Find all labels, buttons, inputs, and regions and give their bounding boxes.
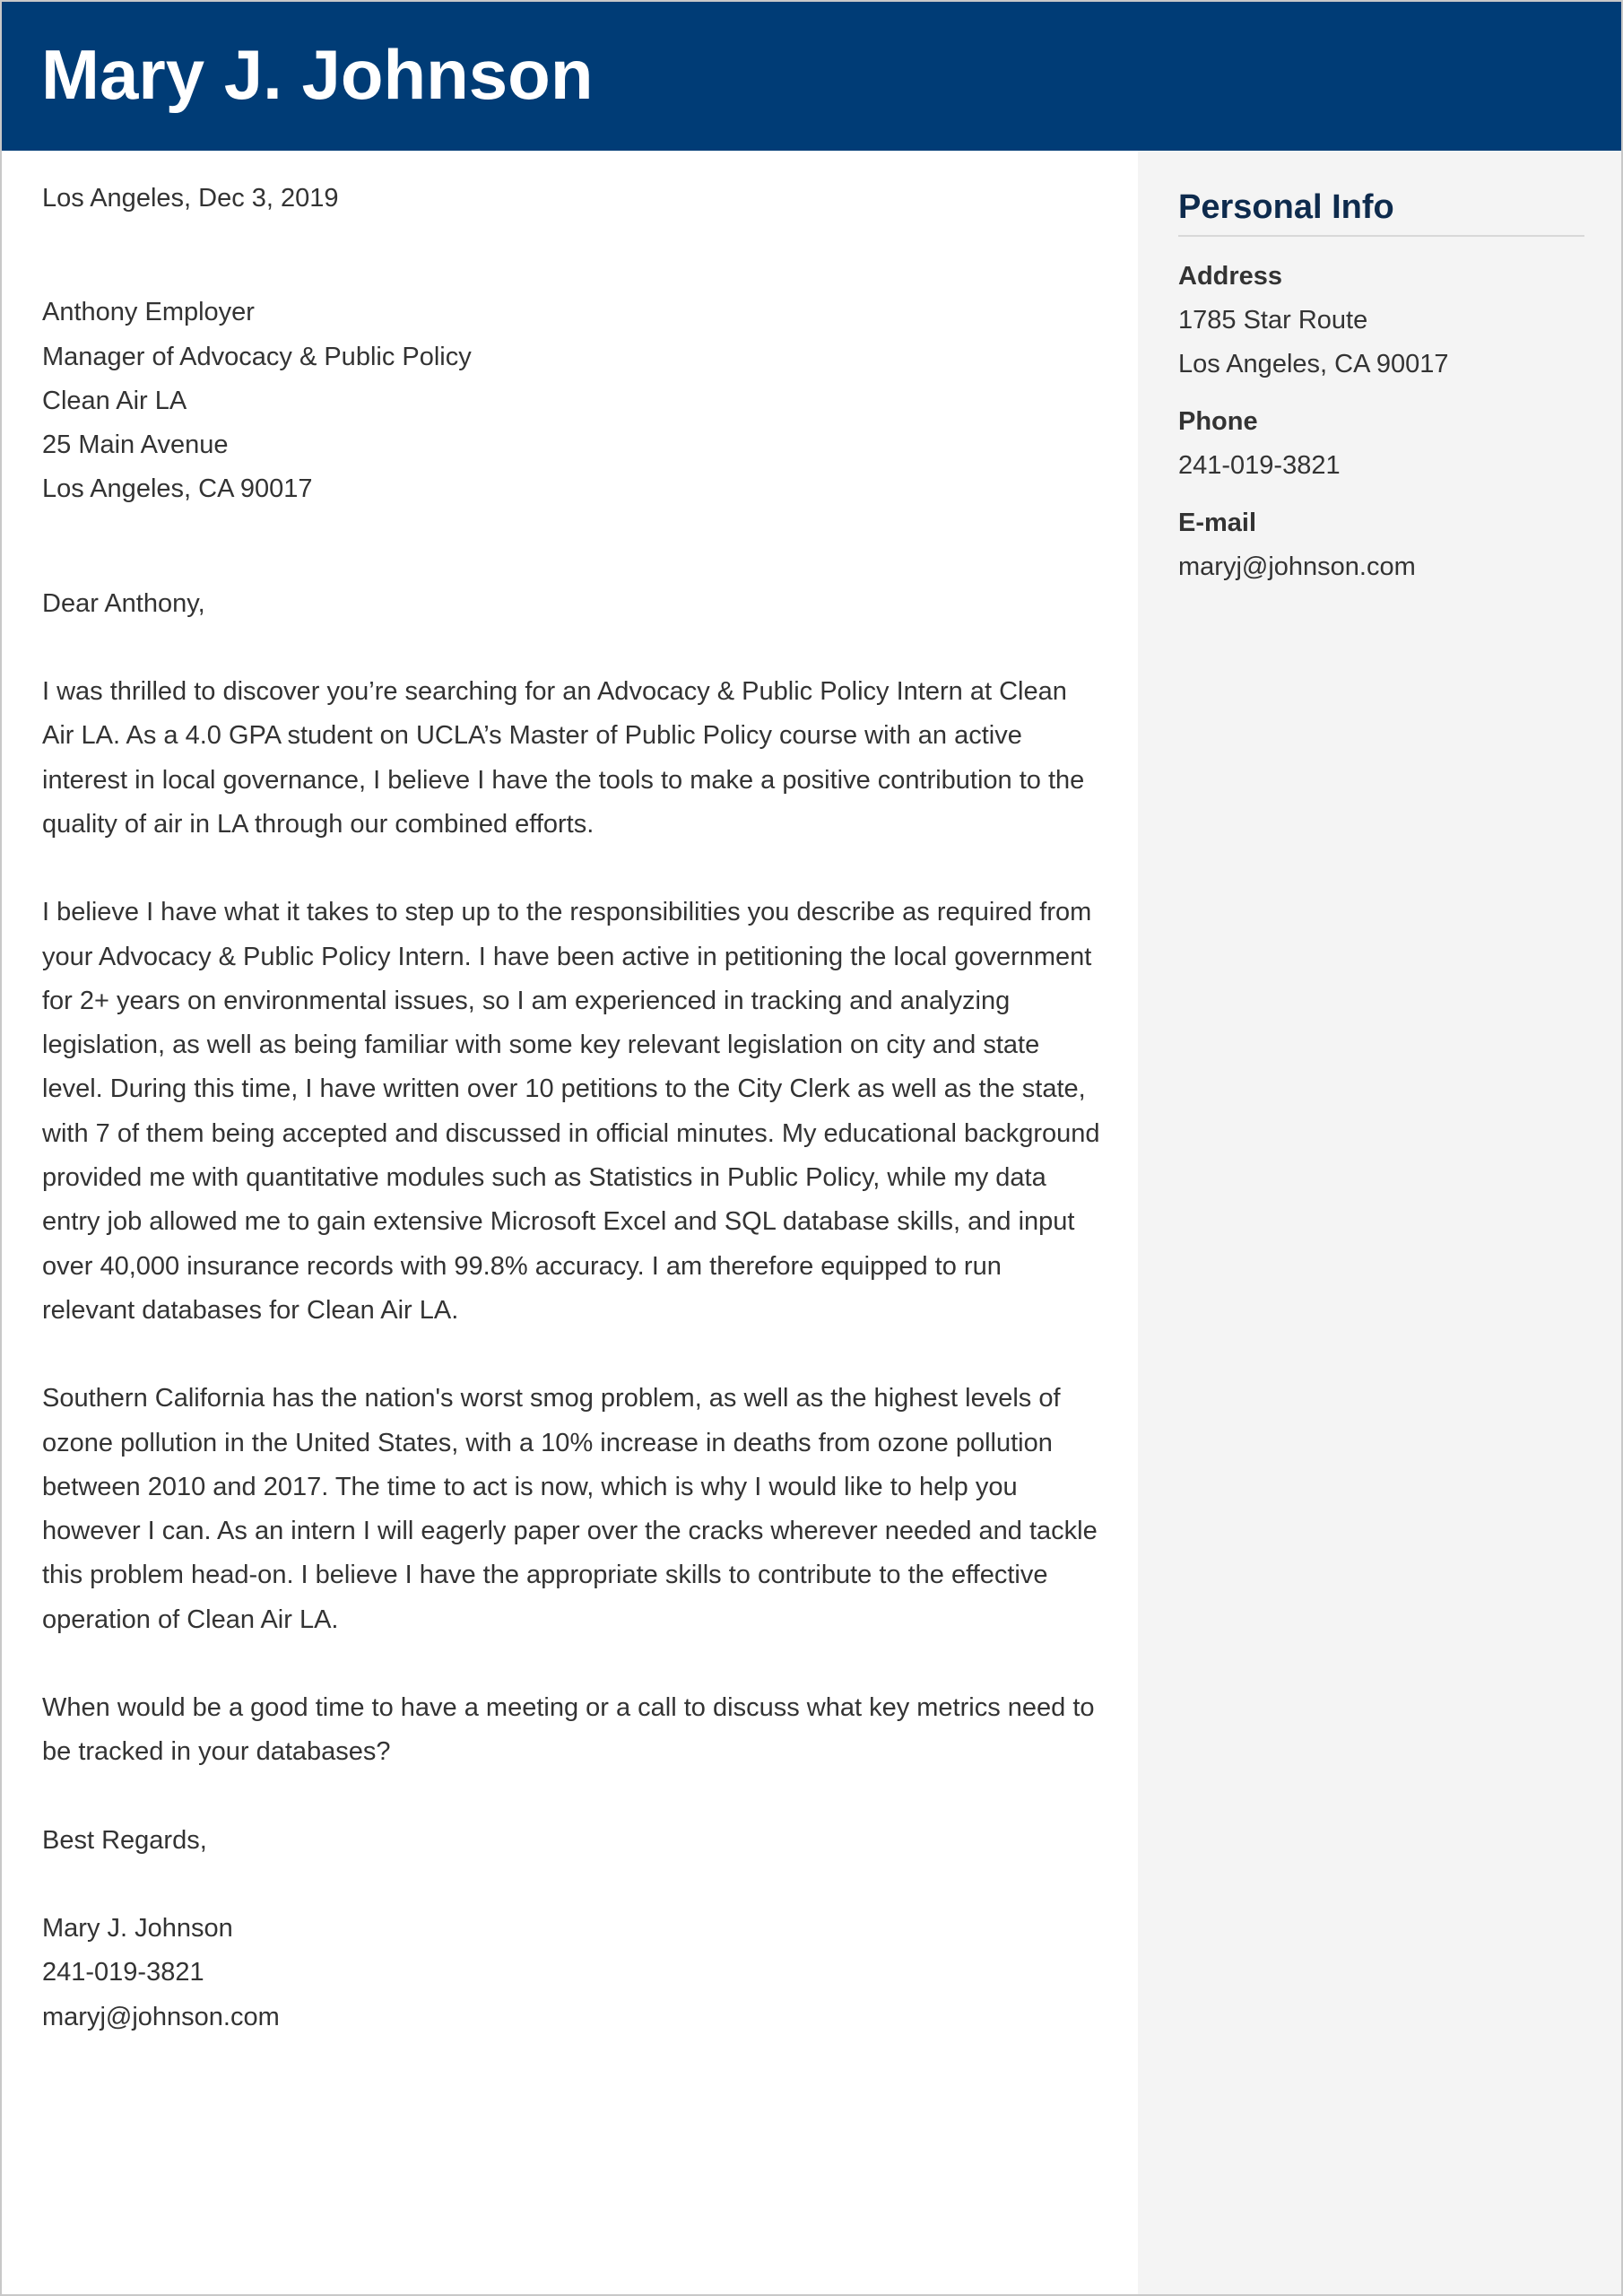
recipient-name: Anthony Employer (42, 298, 255, 327)
recipient-street: 25 Main Avenue (42, 430, 229, 460)
recipient-city: Los Angeles, CA 90017 (42, 474, 313, 504)
address-section (1178, 255, 1584, 387)
email-value: maryj@johnson.com (1178, 552, 1416, 581)
paragraph-experience: I believe I have what it takes to step up to the responsibilities you describe as required from your Advocacy & Public Policy Intern. I have been active in petitioning the local government for 2+ years on environmental issues, so I am experienced in tracking and analyzing legislation, as well as being familiar with some key relevant legislation on city and state level. During this time, I have written over 10 petitions to the City Clerk as well as the state, with 7 of them being accepted and discussed in official minutes. My educational background provided me with quantitative modules such as Statistics in Public Policy, while my data entry job allowed me to gain extensive Microsoft Excel and SQL database skills, and input over 40,000 insurance records with 99.8% accuracy. I am therefore equipped to run relevant databases for Clean Air LA. (42, 898, 1100, 1325)
paragraph-motivation: Southern California has the nation's worst smog problem, as well as the highest levels of ozone pollution in the United States, with a 10% increase in deaths from ozone pollution between 2010 and 2017. The time to act is now, which is why I would like to help you however I can. As an intern I will eagerly paper over the cracks wherever needed and tackle this problem head-on. I believe I have the appropriate skills to contribute to the effective operation of Clean Air LA. (42, 1384, 1098, 1634)
personal-info-sidebar (1138, 151, 1623, 2296)
phone-section (1178, 400, 1584, 488)
salutation: Dear Anthony, (42, 588, 205, 618)
phone-label: Phone (1178, 407, 1258, 436)
recipient-title: Manager of Advocacy & Public Policy (42, 342, 472, 371)
signature-block (42, 1907, 1100, 2039)
applicant-name: Mary J. Johnson (41, 35, 594, 114)
address-line-2: Los Angeles, CA 90017 (1178, 350, 1449, 378)
header-banner (2, 2, 1623, 151)
letter-body (42, 177, 1100, 2039)
paragraph-call-to-action: When would be a good time to have a meeting or a call to discuss what key metrics need to be tracked in your databases? (42, 1693, 1095, 1767)
phone-value: 241-019-3821 (1178, 451, 1341, 480)
sidebar-title: Personal Info (1178, 185, 1584, 237)
signature-phone: 241-019-3821 (42, 1958, 204, 1987)
closing: Best Regards, (42, 1825, 207, 1855)
date-line: Los Angeles, Dec 3, 2019 (42, 184, 339, 213)
recipient-block (42, 291, 1100, 511)
email-label: E-mail (1178, 509, 1257, 537)
signature-name: Mary J. Johnson (42, 1913, 233, 1943)
email-section (1178, 501, 1584, 589)
signature-email: maryj@johnson.com (42, 2002, 280, 2031)
paragraph-intro: I was thrilled to discover you’re searching for an Advocacy & Public Policy Intern at Clean Air LA. As a 4.0 GPA student on UCLA’s Master of Public Policy course with an active interest in local governance, I believe I have the tools to make a positive contribution to the quality of air in LA through our combined efforts. (42, 677, 1085, 839)
address-line-1: 1785 Star Route (1178, 306, 1368, 335)
address-label: Address (1178, 262, 1283, 291)
recipient-company: Clean Air LA (42, 386, 187, 415)
